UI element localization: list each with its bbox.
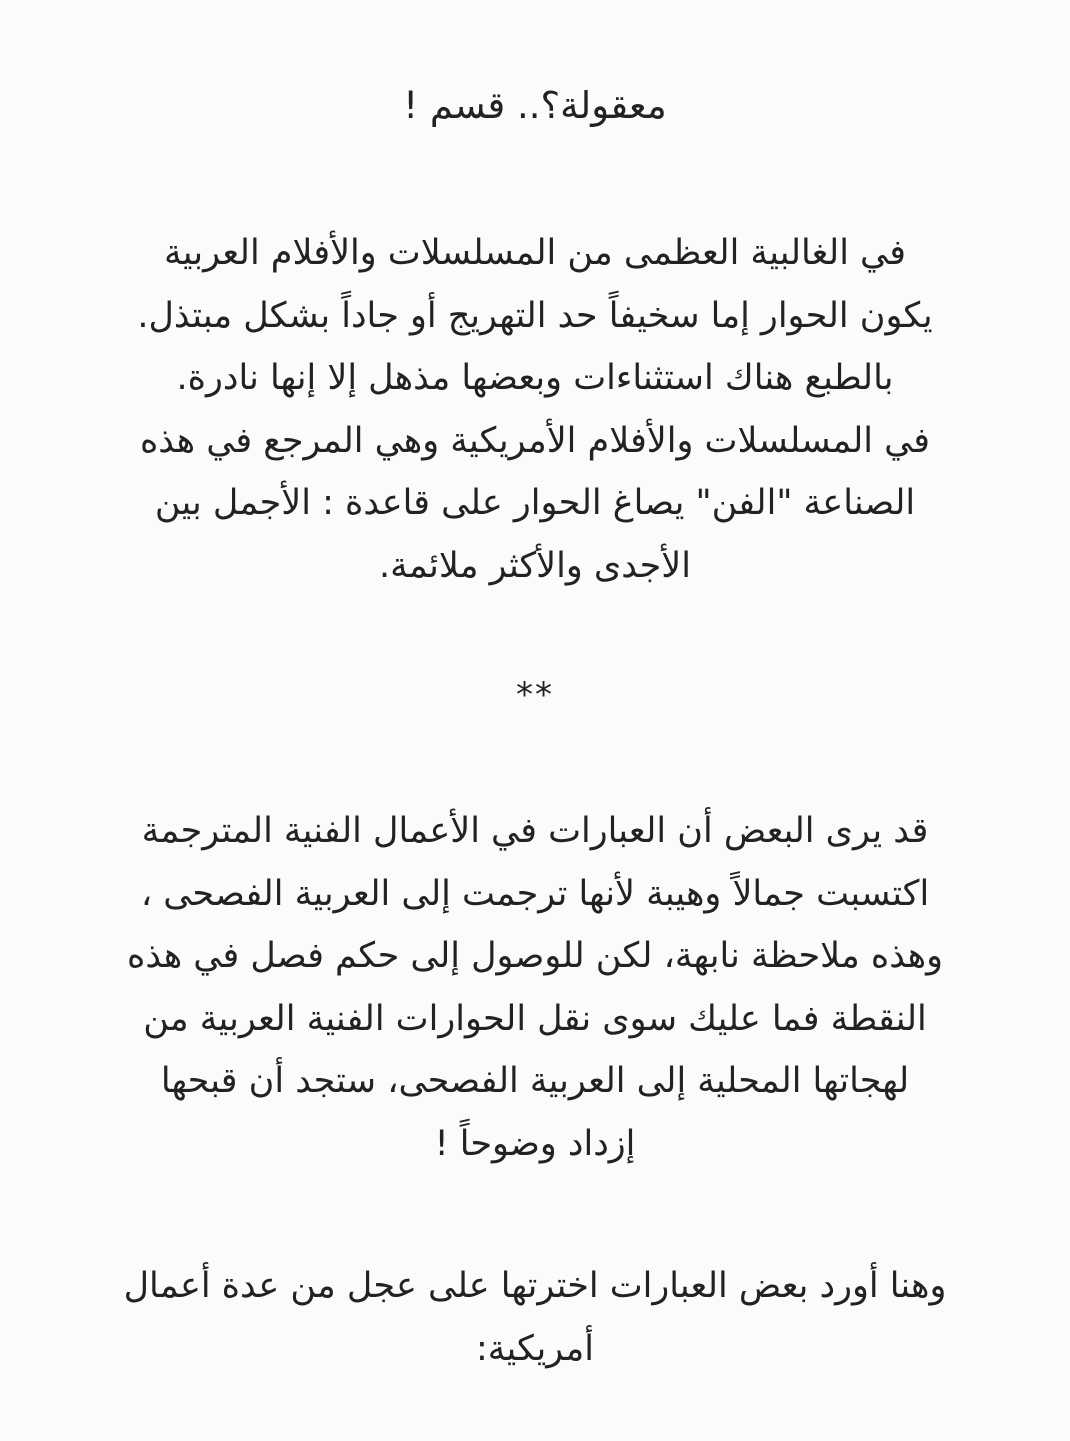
text-line: بالطبع هناك استثناءات وبعضها مذهل إلا إنها نادرة. [176,358,894,398]
text-line: الصناعة "الفن" يصاغ الحوار على قاعدة : الأجمل بين [154,483,916,523]
text-line: يكون الحوار إما سخيفاً حد التهريج أو جاداً بشكل مبتذل. [137,295,933,336]
text-line: في الغالبية العظمى من المسلسلات والأفلام العربية [164,233,906,273]
text-line: إزداد وضوحاً ! [434,1123,636,1164]
text-line: الأجدى والأكثر ملائمة. [379,545,691,586]
page-title: معقولة؟.. قسم ! [403,84,667,127]
text-line: وهنا أورد بعض العبارات اخترتها على عجل من عدة أعمال [123,1266,947,1306]
text-line: النقطة فما عليك سوى نقل الحوارات الفنية العربية من [143,998,927,1039]
text-line: وهذه ملاحظة نابهة، لكن للوصول إلى حكم فصل في هذه [127,936,943,976]
paragraph-intro [40,222,1030,597]
paragraph-examples-intro [40,1255,1030,1380]
text-line: أمريكية: [476,1328,594,1369]
text-line: اكتسبت جمالاً وهيبة لأنها ترجمت إلى العربية الفصحى ، [140,873,930,914]
text-line: في المسلسلات والأفلام الأمريكية وهي المرجع في هذه [139,420,931,461]
paragraph-translation [40,800,1030,1175]
text-line: قد يرى البعض أن العبارات في الأعمال الفنية المترجمة [141,811,929,851]
text-line: لهجاتها المحلية إلى العربية الفصحى، ستجد أن قبحها [160,1061,910,1101]
section-separator: ** [516,675,554,715]
